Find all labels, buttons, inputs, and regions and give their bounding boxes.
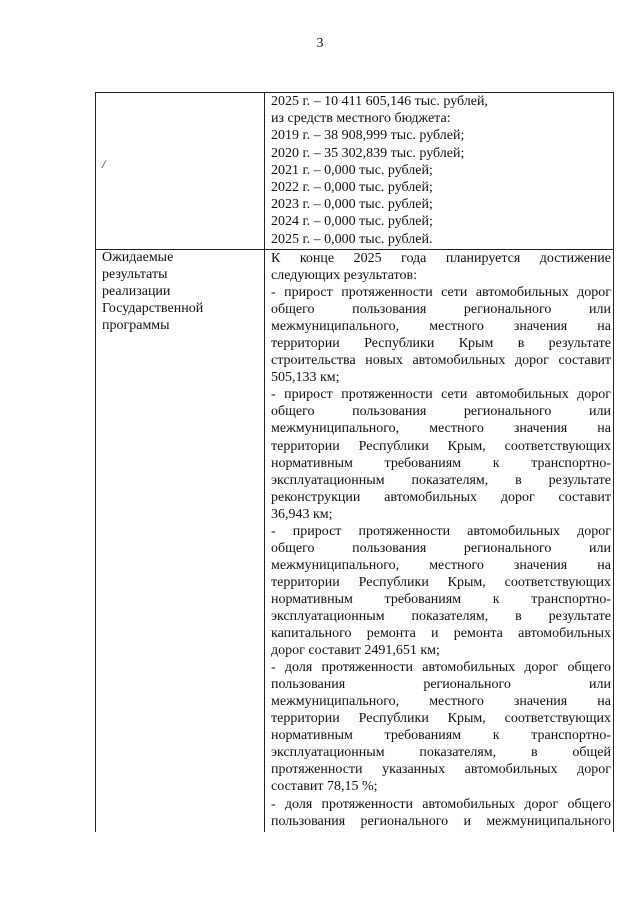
results-line: нормативным требованиям к транспортно- (271, 728, 611, 744)
heading-line: Ожидаемые (102, 250, 174, 265)
funding-line: 2024 г. – 0,000 тыс. рублей; (271, 214, 433, 230)
heading-line: результаты (102, 266, 168, 282)
results-line: следующих результатов: (271, 268, 418, 284)
results-line: территории Республики Крым, соответствующих (271, 711, 611, 727)
results-line: общего пользования регионального или (271, 302, 611, 318)
funding-line: 2020 г. – 35 302,839 тыс. рублей; (271, 145, 465, 161)
results-line: межмуниципального, местного значения на (271, 421, 611, 437)
results-line: пользования регионального и межмуниципального (271, 813, 611, 829)
results-line: общего пользования регионального или (271, 540, 611, 556)
results-line: протяженности указанных автомобильных дорог (271, 762, 611, 778)
page-number: 3 (316, 36, 324, 51)
results-line: дорог составит 2491,651 км; (271, 643, 440, 659)
results-line: капитального ремонта и ремонта автомобильных (271, 626, 611, 642)
results-line: эксплуатационным показателям, в общей (271, 745, 611, 761)
results-line: межмуниципального, местного значения на (271, 557, 611, 573)
results-line: межмуниципального, местного значения на (271, 319, 611, 335)
funding-line: 2019 г. – 38 908,999 тыс. рублей; (271, 128, 465, 144)
column-divider (264, 93, 265, 832)
results-line: - прирост протяженности сети автомобильных дорог (271, 285, 611, 301)
funding-line: 2021 г. – 0,000 тыс. рублей; (271, 162, 433, 178)
heading-line: программы (102, 317, 170, 333)
results-line: - прирост протяженности сети автомобильных дорог (271, 387, 611, 403)
results-line: нормативным требованиям к транспортно- (271, 591, 611, 607)
funding-line: 2025 г. – 0,000 тыс. рублей. (271, 231, 433, 247)
results-line: реконструкции автомобильных дорог составит (271, 489, 611, 505)
expected-results-heading (102, 250, 260, 335)
results-line: общего пользования регионального или (271, 404, 611, 420)
results-line: 36,943 км; (271, 506, 333, 522)
funding-cell (271, 93, 611, 248)
funding-line: из средств местного бюджета: (271, 111, 451, 127)
results-line: территории Республики Крым, соответствующих (271, 574, 611, 590)
results-line: территории Республики Крым, соответствующих (271, 438, 611, 454)
results-line: эксплуатационным показателям, в результате (271, 608, 611, 624)
results-line: нормативным требованиям к транспортно- (271, 455, 611, 471)
results-line: строительства новых автомобильных дорог составит (271, 353, 611, 369)
results-line: 505,133 км; (271, 370, 340, 386)
heading-line: реализации (102, 283, 171, 299)
funding-line: 2023 г. – 0,000 тыс. рублей; (271, 197, 433, 213)
results-line: - доля протяженности автомобильных дорог общего (271, 660, 611, 676)
results-line: - доля протяженности автомобильных дорог общего (271, 796, 611, 812)
results-line: пользования регионального или (271, 677, 611, 693)
results-line: - прирост протяженности автомобильных дорог (271, 523, 611, 539)
results-line: территории Республики Крым в результате (271, 336, 611, 352)
left-cell-mark: / (102, 157, 106, 171)
results-line: эксплуатационным показателям, в результате (271, 472, 611, 488)
heading-line: Государственной (102, 300, 204, 316)
expected-results-text (271, 250, 611, 830)
results-line: межмуниципального, местного значения на (271, 694, 611, 710)
results-line: К конце 2025 года планируется достижение (271, 251, 611, 266)
funding-line: 2025 г. – 10 411 605,146 тыс. рублей, (271, 94, 488, 109)
program-passport-table (95, 92, 614, 832)
funding-line: 2022 г. – 0,000 тыс. рублей; (271, 180, 433, 196)
results-line: составит 78,15 %; (271, 779, 378, 795)
